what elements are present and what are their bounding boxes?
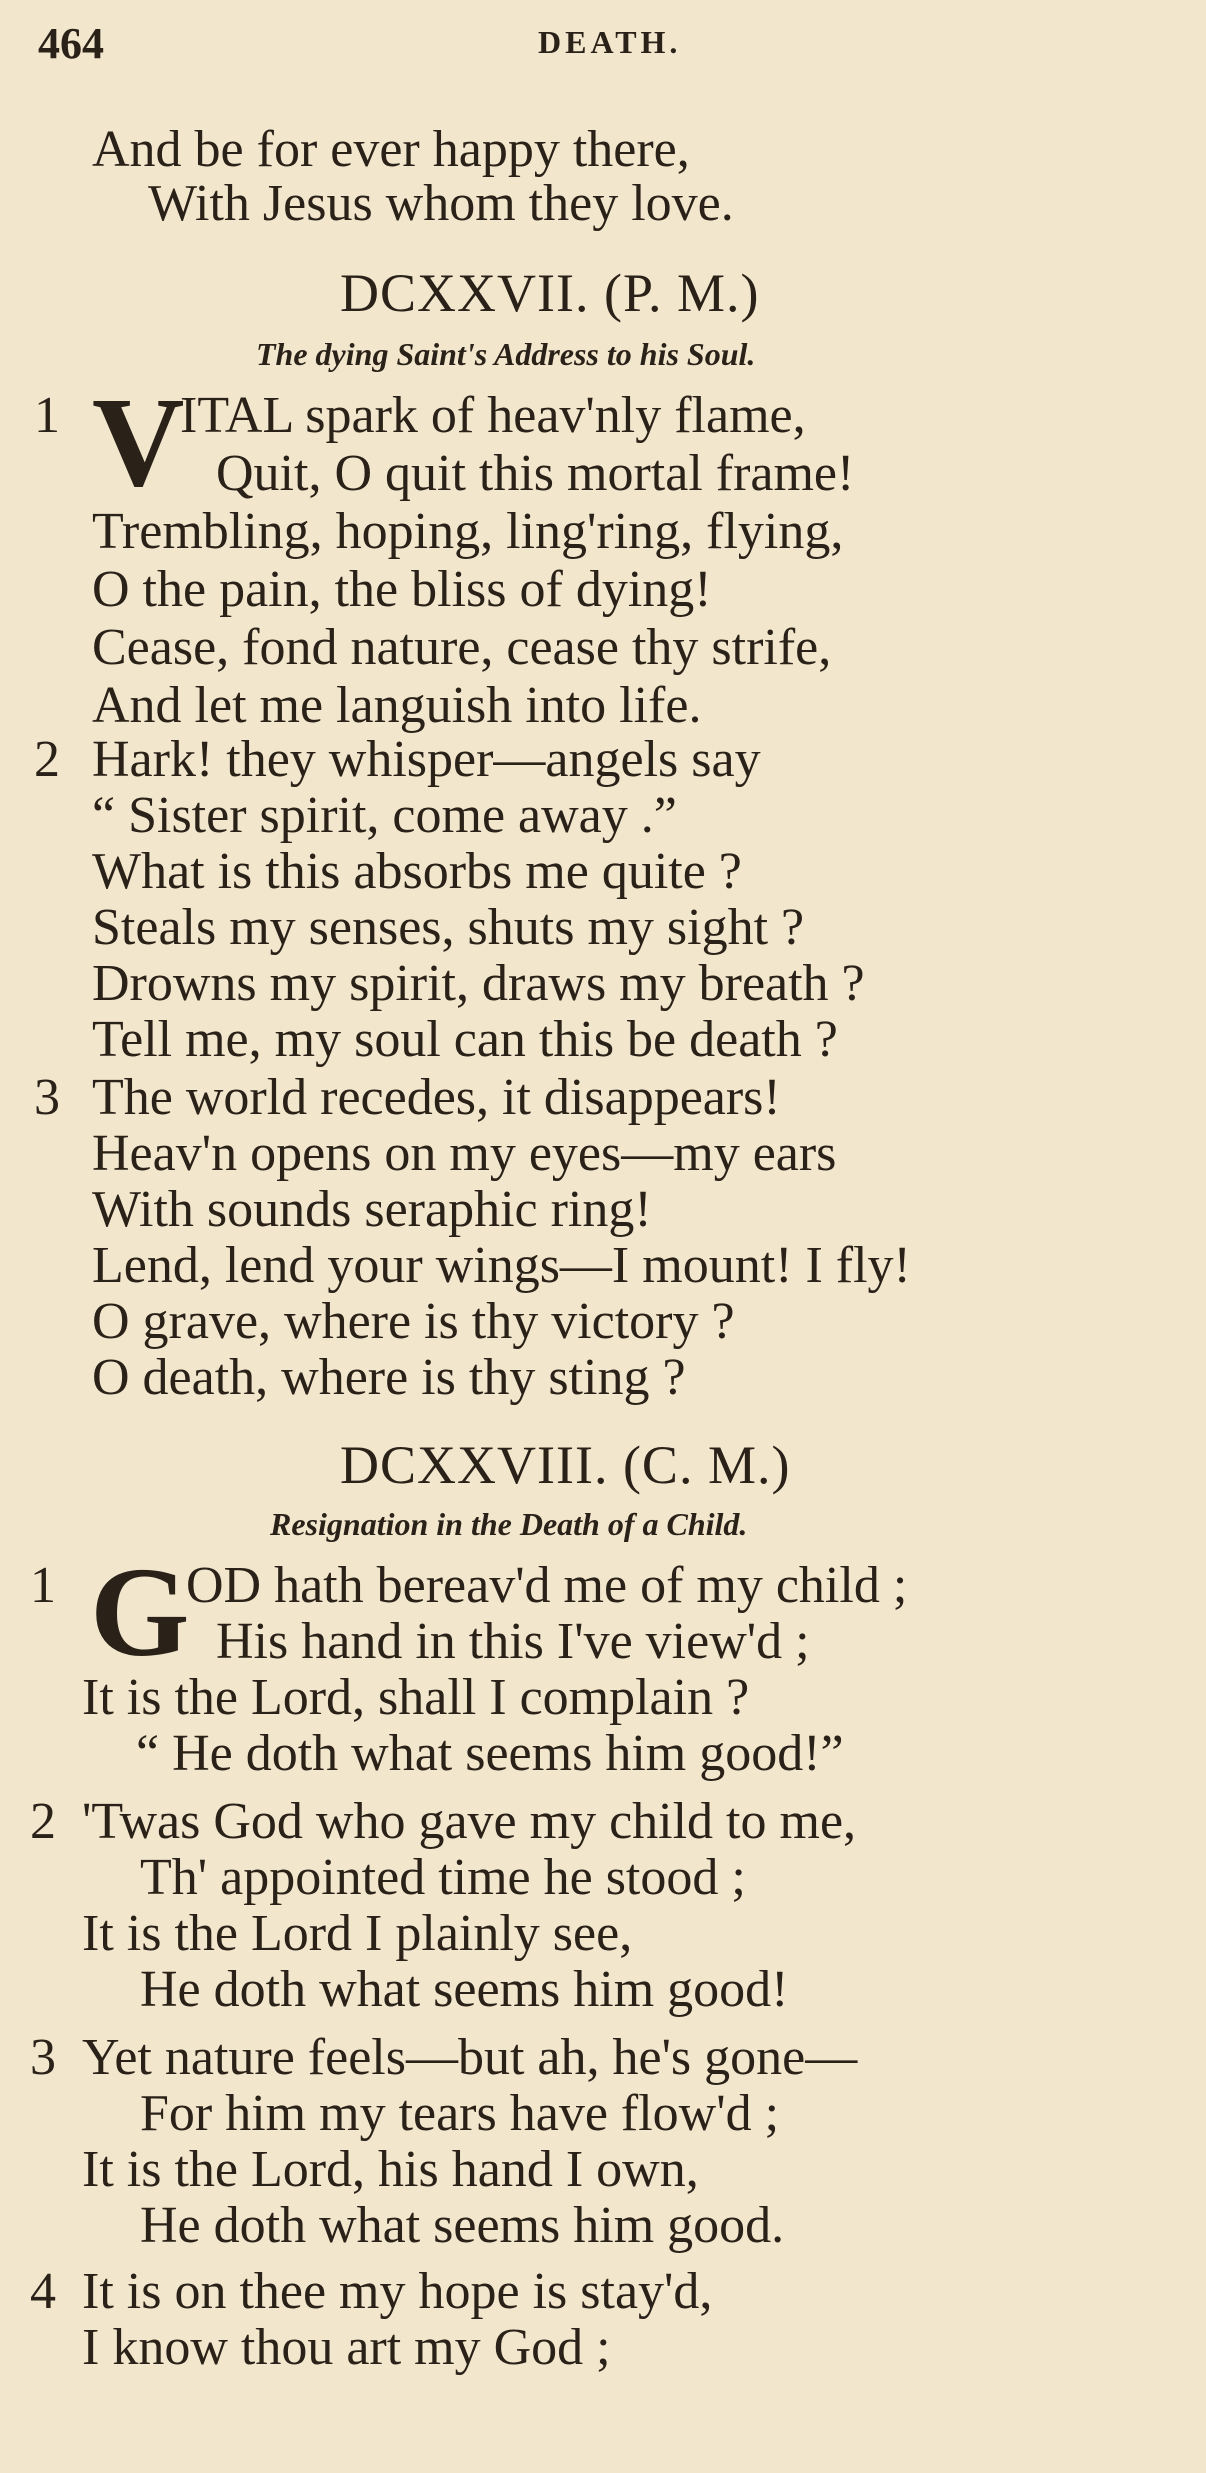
- verse-line: With sounds seraphic ring!: [92, 1181, 652, 1238]
- hymn-subtitle: The dying Saint's Address to his Soul.: [256, 336, 756, 372]
- verse-line: It is the Lord, his hand I own,: [82, 2141, 699, 2198]
- verse-line: OD hath bereav'd me of my child ;: [186, 1557, 908, 1614]
- verse-line: I know thou art my God ;: [82, 2319, 611, 2376]
- verse-line: “ Sister spirit, come away .”: [92, 787, 677, 844]
- stanza-number: 4: [30, 2263, 56, 2320]
- page-header: [38, 18, 1206, 78]
- stanza-number: 1: [34, 387, 60, 444]
- verse-line: It is the Lord, shall I complain ?: [82, 1669, 750, 1726]
- drop-cap: G: [90, 1541, 190, 1683]
- verse-line: His hand in this I've view'd ;: [216, 1613, 810, 1670]
- stanza-number: 3: [30, 2029, 56, 2086]
- verse-line: 'Twas God who gave my child to me,: [82, 1793, 857, 1850]
- running-title: DEATH.: [538, 24, 682, 60]
- hymn-title: DCXXVII. (P. M.): [340, 263, 760, 323]
- verse-line: Quit, O quit this mortal frame!: [216, 445, 855, 502]
- verse-line: What is this absorbs me quite ?: [92, 843, 742, 900]
- verse-line: It is on thee my hope is stay'd,: [82, 2263, 713, 2320]
- verse-line: Trembling, hoping, ling'ring, flying,: [92, 503, 844, 560]
- verse-line: Cease, fond nature, cease thy strife,: [92, 619, 832, 676]
- verse-line: With Jesus whom they love.: [148, 175, 734, 232]
- verse-line: For him my tears have flow'd ;: [140, 2085, 780, 2142]
- verse-line: Hark! they whisper—angels say: [92, 731, 761, 788]
- verse-line: The world recedes, it disappears!: [92, 1069, 781, 1126]
- verse-line: Steals my senses, shuts my sight ?: [92, 899, 805, 956]
- stanza-number: 3: [34, 1069, 60, 1126]
- stanza-number: 2: [34, 731, 60, 788]
- verse-line: ITAL spark of heav'nly flame,: [180, 387, 806, 444]
- verse-line: And let me languish into life.: [92, 677, 702, 734]
- verse-line: Lend, lend your wings—I mount! I fly!: [92, 1237, 911, 1294]
- verse-line: Th' appointed time he stood ;: [140, 1849, 746, 1906]
- hymn-subtitle: Resignation in the Death of a Child.: [270, 1506, 748, 1542]
- drop-cap: V: [92, 371, 185, 513]
- verse-line: Drowns my spirit, draws my breath ?: [92, 955, 865, 1012]
- verse-line: And be for ever happy there,: [92, 121, 690, 178]
- verse-line: Yet nature feels—but ah, he's gone—: [82, 2029, 858, 2086]
- verse-line: O death, where is thy sting ?: [92, 1349, 686, 1406]
- verse-line: O grave, where is thy victory ?: [92, 1293, 735, 1350]
- verse-line: O the pain, the bliss of dying!: [92, 561, 712, 618]
- hymn-title: DCXXVIII. (C. M.): [340, 1435, 791, 1495]
- verse-line: He doth what seems him good!: [140, 1961, 789, 2018]
- stanza-number: 1: [30, 1557, 56, 1614]
- stanza-number: 2: [30, 1793, 56, 1850]
- verse-line: It is the Lord I plainly see,: [82, 1905, 633, 1962]
- verse-line: He doth what seems him good.: [140, 2197, 785, 2254]
- verse-line: “ He doth what seems him good!”: [136, 1725, 844, 1782]
- verse-line: Tell me, my soul can this be death ?: [92, 1011, 838, 1068]
- verse-line: Heav'n opens on my eyes—my ears: [92, 1125, 837, 1182]
- page-number: 464: [38, 19, 104, 68]
